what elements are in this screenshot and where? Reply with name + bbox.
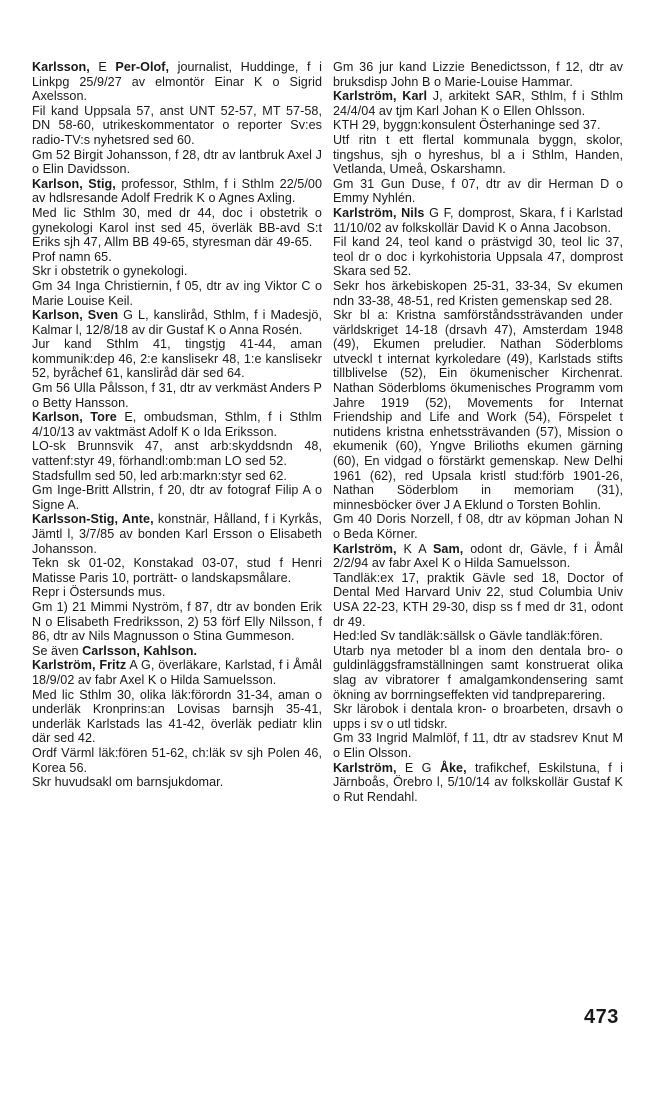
entry-text: Skr i obstetrik o gynekologi. xyxy=(32,264,188,279)
entry-text: J, arkitekt SAR, Sthlm, f i Sthlm 24/4/04 av tjm Karl Johan K o Ellen Ohlsson. xyxy=(333,89,623,118)
entry-text: KTH 29, byggn:konsulent Österhaninge sed 37. xyxy=(333,118,601,133)
entry-text: professor, Sthlm, f i Sthlm 22/5/00 av hdlsresande Adolf Fredrik K o Agnes Axling. xyxy=(32,176,323,206)
entry-text: Hed:led Sv tandläk:sällsk o Gävle tandläk:fören. xyxy=(333,629,603,644)
entry-text: odont dr, Gävle, f i Åmål 2/2/94 av fabr Axel K o Hilda Samuelsson. xyxy=(333,541,623,571)
person-name: Karlson, Stig, xyxy=(32,176,116,191)
biography-paragraph xyxy=(333,177,623,206)
entry-text: Gm 1) 21 Mimmi Nyström, f 87, dtr av bonden Erik N o Elisabeth Fredriksson, 2) 53 förf Elly Nilsson, f 86, dtr av Nils Magnusson o Stina Gummeson. xyxy=(32,599,322,644)
page-number: 473 xyxy=(584,1006,619,1028)
entry-text: Skr lärobok i dentala kron- o broarbeten, drsavh o upps i sv o utl tidskr. xyxy=(333,702,623,731)
biography-paragraph xyxy=(32,148,322,177)
biography-heading-paragraph xyxy=(333,761,623,805)
biography-paragraph xyxy=(32,337,322,381)
entry-text: Tekn sk 01-02, Konstakad 03-07, stud f Henri Matisse Paris 10, porträtt- o landskapsmålare. xyxy=(32,556,322,585)
biography-paragraph xyxy=(333,308,623,512)
entry-text: Stadsfullm sed 50, led arb:markn:styr sed 62. xyxy=(32,468,287,483)
entry-text: Jur kand Sthlm 41, tingstjg 41-44, aman kommunik:dep 46, 2:e kanslisekr 48, 1:e kanslisekr 52, byråchef 61, kanslіråd där sed 64. xyxy=(32,337,322,381)
biography-heading-paragraph xyxy=(32,60,322,104)
entry-text: G F, domprost, Skara, f i Karlstad 11/10/02 av folkskollär David K o Anna Jacobson. xyxy=(333,205,623,235)
entry-text: Gm 31 Gun Duse, f 07, dtr av dir Herman D o Emmy Nyhlén. xyxy=(333,176,623,206)
person-name: Karlström, xyxy=(333,541,397,556)
biography-paragraph xyxy=(333,731,623,760)
person-name: Karlström, Karl xyxy=(333,89,427,104)
person-name: Karlström, xyxy=(333,760,397,775)
entry-text: Utarb nya metoder bl a inom den dentala bro- o guldinläggsframställningen samt konstruerat olika slag av vibratorer f amalgamkondensering samt ökning av borrningseffekten vid tandpreparering. xyxy=(333,643,623,702)
entry-text: Gm 34 Inga Christiernin, f 05, dtr av ing Viktor C o Marie Louise Keil. xyxy=(32,278,322,308)
biography-paragraph xyxy=(32,264,322,279)
entry-text: Fil kand Uppsala 57, anst UNT 52-57, MT 57-58, DN 58-60, utrikeskommentator o reporter Sv:es radio-TV:s nyhetsred sed 60. xyxy=(32,103,322,147)
biography-paragraph xyxy=(32,483,322,512)
person-name: Karlström, Nils xyxy=(333,205,425,220)
entry-text: Sekr hos ärkebiskopen 25-31, 33-34, Sv ekumen ndn 33-38, 48-51, red Kristen gemenskap sed 28. xyxy=(333,278,623,308)
biography-paragraph xyxy=(333,60,623,89)
right-column xyxy=(333,60,623,804)
biography-paragraph xyxy=(333,235,623,279)
entry-text: Ordf Värml läk:fören 51-62, ch:läk sv sjh Polen 46, Korea 56. xyxy=(32,745,322,775)
cross-reference: Carlsson, Kahlson. xyxy=(82,643,198,658)
biography-heading-paragraph xyxy=(333,542,623,571)
biography-heading-paragraph xyxy=(333,89,623,118)
biography-paragraph xyxy=(333,571,623,629)
biography-paragraph xyxy=(333,629,623,644)
biography-paragraph xyxy=(333,279,623,308)
entry-text: Gm 40 Doris Norzell, f 08, dtr av köpman Johan N o Beda Körner. xyxy=(333,512,623,541)
entry-text: Gm 52 Birgit Johansson, f 28, dtr av lantbruk Axel J o Elin Davidsson. xyxy=(32,147,322,177)
person-given-name: Per-Olof, xyxy=(115,60,170,74)
biography-paragraph xyxy=(32,585,322,600)
person-name: Karlsson-Stig, Ante, xyxy=(32,512,154,527)
biography-heading-paragraph xyxy=(32,658,322,687)
biography-paragraph xyxy=(333,512,623,541)
person-given-name: Sam, xyxy=(432,541,464,556)
entry-text: Gm Inge-Britt Allstrin, f 20, dtr av fotograf Filip A o Signe A. xyxy=(32,483,322,512)
entry-text: G L, kansliråd, Sthlm, f i Madesjö, Kalmar l, 12/8/18 av dir Gustaf K o Anna Rosén. xyxy=(32,308,323,337)
entry-text: journalist, Huddinge, f i Linkpg 25/9/27 av elmontör Einar K o Sigrid Axelsson. xyxy=(32,60,322,104)
entry-text: Se även xyxy=(32,643,83,658)
biography-heading-paragraph xyxy=(32,177,322,206)
entry-text: Tandläk:ex 17, praktik Gävle sed 18, Doctor of Dental Med Harvard Univ 22, stud Columbia Univ USA 22-23, KTH 29-30, disp ss f med dr 31, odont dr 49. xyxy=(333,570,623,629)
biography-heading-paragraph xyxy=(333,206,623,235)
entry-text: konstnär, Hålland, f i Kyrkås, Jämtl l, 3/7/85 av bonden Karl Ersson o Elisabeth Johansson. xyxy=(32,512,322,556)
entry-text: Fil kand 24, teol kand o prästvigd 30, teol lic 37, teol dr o doc i kyrkohistoria Uppsala 47, domprost Skara sed 52. xyxy=(333,235,623,279)
biography-paragraph xyxy=(32,279,322,308)
entry-text: Gm 36 jur kand Lizzie Benedictsson, f 12, dtr av bruksdisp John B o Marie-Louise Hammar. xyxy=(333,60,623,89)
person-name: Karlson, Tore xyxy=(32,410,117,425)
person-initials: E xyxy=(89,60,116,74)
entry-text: Med lic Sthlm 30, olika läk:förordn 31-34, aman o underläk Kronprins:an Lovisas barnsjh 35-41, underläk Karlstads las 41-42, överläk pediatr klin där sed 42. xyxy=(32,687,322,746)
person-name: Karlson, Sven xyxy=(32,308,119,323)
biography-heading-paragraph xyxy=(32,308,322,337)
left-column xyxy=(32,60,322,790)
biography-paragraph xyxy=(32,644,322,659)
entry-text: A G, överläkare, Karlstad, f i Åmål 18/9/02 av fabr Axel K o Hilda Samuelsson. xyxy=(32,658,322,687)
entry-text: Gm 33 Ingrid Malmlöf, f 11, dtr av stadsrev Knut M o Elin Olsson. xyxy=(333,731,623,760)
biography-paragraph xyxy=(333,644,623,702)
person-initials: E G xyxy=(396,760,440,775)
biography-paragraph xyxy=(333,118,623,133)
entry-text: Gm 56 Ulla Pålsson, f 31, dtr av verkmäst Anders P o Betty Hansson. xyxy=(32,381,322,410)
entry-text: Med lic Sthlm 30, med dr 44, doc i obstetrik o gynekologi Karol inst sed 45, överläk BB-avd S:t Eriks sjh 47, Allm BB 49-65, styresman där 49-65. xyxy=(32,205,322,250)
biography-paragraph xyxy=(32,439,322,468)
person-given-name: Åke, xyxy=(439,760,467,775)
biography-paragraph xyxy=(32,250,322,265)
entry-text: Skr bl a: Kristna samförståndssträvanden under världskriget 14-18 (drsavh 47), Amsterdam 1948 (49), Ekumen preludier. Nathan Söderbloms utveckl t internat kyrkoledare (49), Karlstads stifts tillblivelse (52), Ein ökumenischer Kirchenrat. Nathan Söderbloms ökumenisches Programm vom Jahre 1919 (52), Movements for Internat Friendship and Life and Work (54), Förspelet t nutidens kristna enhetssträvanden (57), Mission o ekumenik (60), Yngve Brilioths ekumen gärning (60), En vidgad o förstärkt gemenskap. New Delhi 1961 (62), red Upsala kristl stud:förb 1901-26, Nathan Söderblom in memoriam (31), minnesböcker över J A Eklund o Torsten Bohlin. xyxy=(333,308,623,512)
entry-text: Utf ritn t ett flertal kommunala byggn, skolor, tingshus, sjh o hyreshus, bl a i Sthlm, Handen, Vetlanda, Umeå, Oskarshamn. xyxy=(333,132,623,177)
entry-text: LO-sk Brunnsvik 47, anst arb:skyddsndn 48, vattenf:styr 49, förhandl:omb:man LO sed 52. xyxy=(32,439,322,469)
biography-paragraph xyxy=(32,104,322,148)
biography-paragraph xyxy=(32,746,322,775)
person-initials: K A xyxy=(396,541,433,556)
biography-paragraph xyxy=(32,600,322,644)
entry-text: Prof namn 65. xyxy=(32,249,112,264)
entry-text: Skr huvudsakl om barnsjukdomar. xyxy=(32,775,224,790)
biography-paragraph xyxy=(32,688,322,746)
person-name: Karlström, Fritz xyxy=(32,658,127,673)
entry-text: trafikchef, Eskilstuna, f i Järnboås, Örebro l, 5/10/14 av folkskollär Gustaf K o Rut Rendahl. xyxy=(333,760,623,804)
biography-paragraph xyxy=(32,556,322,585)
entry-text: Repr i Östersunds mus. xyxy=(32,585,166,600)
entry-text: E, ombudsman, Sthlm, f i Sthlm 4/10/13 av vaktmäst Adolf K o Ida Eriksson. xyxy=(32,410,322,439)
biography-paragraph xyxy=(333,702,623,731)
biography-paragraph xyxy=(32,775,322,790)
biography-paragraph xyxy=(333,133,623,177)
person-name: Karlsson, xyxy=(32,60,90,74)
biography-paragraph xyxy=(32,381,322,410)
biography-paragraph xyxy=(32,206,322,250)
biography-heading-paragraph xyxy=(32,512,322,556)
biography-heading-paragraph xyxy=(32,410,322,439)
biography-paragraph xyxy=(32,469,322,484)
